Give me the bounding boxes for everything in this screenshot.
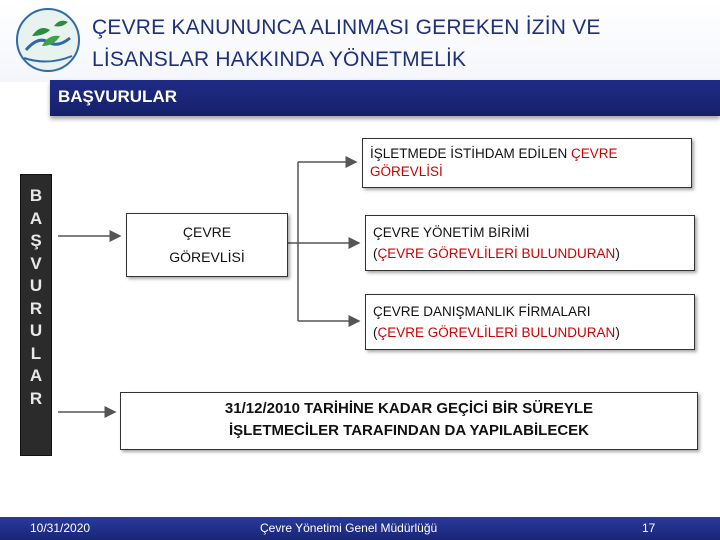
center-box-line2: GÖREVLİSİ <box>169 249 245 265</box>
vertical-letter: L <box>30 343 42 363</box>
vertical-letter: A <box>29 366 43 385</box>
footer-page-number: 17 <box>642 521 656 535</box>
center-box <box>126 213 288 277</box>
footer-org: Çevre Yönetimi Genel Müdürlüğü <box>260 521 438 535</box>
bottom-box-line2: İŞLETMECİLER TARAFINDAN DA YAPILABİLECEK <box>228 422 589 439</box>
box3-line2 <box>373 322 687 343</box>
section-title: BAŞVURULAR <box>58 87 177 106</box>
page-title-line1: ÇEVRE KANUNUNCA ALINMASI GEREKEN İZİN VE <box>92 16 601 39</box>
box1-text-a: İŞLETMEDE İSTİHDAM EDİLEN <box>370 146 572 161</box>
bottom-box <box>120 392 698 450</box>
vertical-letter: R <box>29 298 43 318</box>
footer-bar <box>0 517 720 540</box>
right-box-1 <box>362 138 692 188</box>
center-box-line1: ÇEVRE <box>182 224 232 240</box>
box2-open-paren: ( <box>373 246 378 261</box>
page-title-line2: LİSANSLAR HAKKINDA YÖNETMELİK <box>92 48 467 71</box>
box2-line2 <box>373 243 687 264</box>
box3-open-paren: ( <box>373 325 378 340</box>
box2-line1: ÇEVRE YÖNETİM BİRİMİ <box>373 225 530 240</box>
vertical-letter: A <box>29 208 43 228</box>
vertical-letter: V <box>30 253 42 273</box>
bottom-box-line1: 31/12/2010 TARİHİNE KADAR GEÇİCİ BİR SÜREYLE <box>224 400 594 417</box>
right-box-3 <box>365 294 695 350</box>
vertical-letter: R <box>29 388 43 408</box>
footer-date: 10/31/2020 <box>30 521 91 535</box>
box2-close-paren: ) <box>615 246 620 261</box>
vertical-letter: U <box>29 276 43 295</box>
vertical-letter: B <box>29 186 43 205</box>
box2-red-text: ÇEVRE GÖREVLİLERİ BULUNDURAN <box>377 246 616 261</box>
box3-close-paren: ) <box>615 325 620 340</box>
vertical-letter: Ş <box>30 231 42 250</box>
box3-line1: ÇEVRE DANIŞMANLIK FİRMALARI <box>373 304 591 319</box>
box1-text-b: ÇEVRE GÖREVLİSİ <box>370 146 618 179</box>
box3-red-text: ÇEVRE GÖREVLİLERİ BULUNDURAN <box>377 325 616 340</box>
vertical-letter: U <box>29 321 43 340</box>
right-box-2 <box>365 215 695 271</box>
